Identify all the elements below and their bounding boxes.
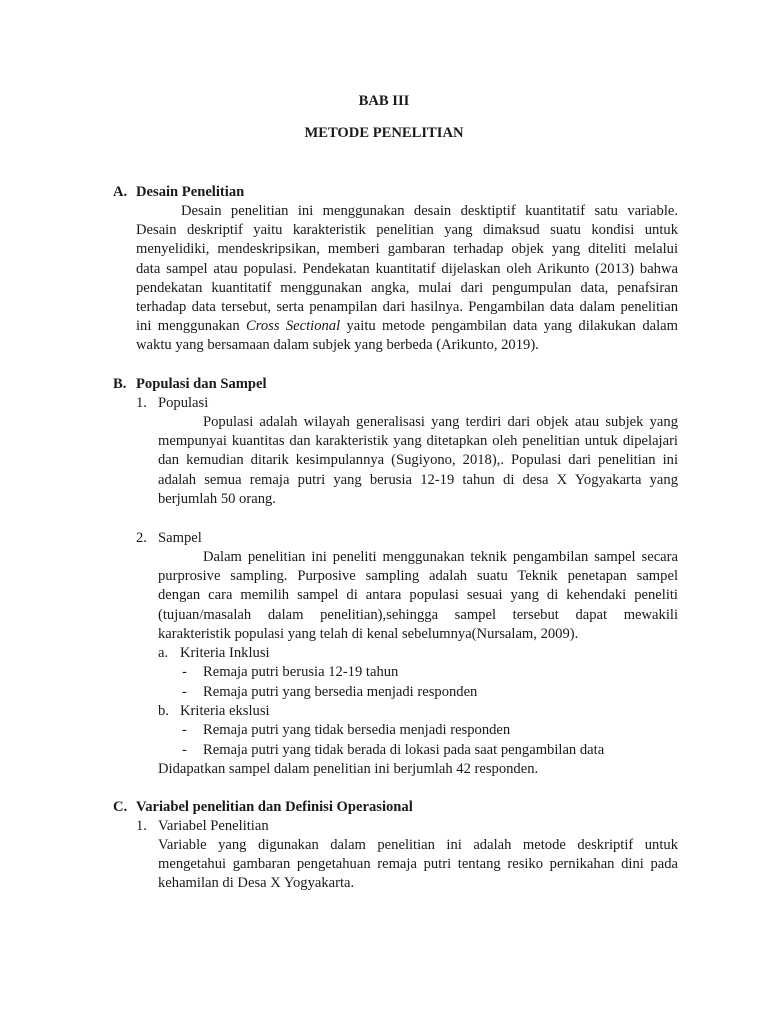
- subsection-title-sampel: Sampel: [158, 530, 202, 546]
- paragraph-line: terhadap data tersebut, serta penampilan dari hasilnya. Pengambilan data dalam penelitian: [136, 298, 678, 315]
- dash-bullet: -: [182, 684, 187, 700]
- dash-bullet: -: [182, 664, 187, 680]
- list-number: 2.: [136, 530, 147, 546]
- paragraph-line: berjumlah 50 orang.: [158, 490, 276, 507]
- subsection-title-variabel: Variabel Penelitian: [158, 818, 269, 834]
- chapter-title: METODE PENELITIAN: [304, 125, 464, 141]
- paragraph-line: purprosive sampling. Purposive sampling adalah suatu Teknik penetapan sampel: [158, 568, 678, 585]
- kriteria-ekslusi-label: Kriteria ekslusi: [180, 703, 270, 719]
- paragraph-line: Desain deskriptif yaitu karakteristik penelitian yang dimaksud suatu kondisi untuk: [136, 222, 678, 239]
- paragraph-line: mempunyai kuantitas dan karakteristik yang ditetapkan oleh penelitian untuk dipelajari: [158, 433, 678, 450]
- paragraph-line: dan kemudian ditarik kesimpulannya (Sugiyono, 2018),. Populasi dari penelitian ini: [158, 452, 678, 469]
- section-a-marker: A.: [113, 184, 128, 200]
- italic-term: Cross Sectional: [245, 318, 341, 335]
- list-item: Remaja putri yang tidak bersedia menjadi responden: [203, 722, 511, 738]
- text-run: yaitu metode pengambilan data yang dilakukan dalam: [340, 318, 678, 335]
- chapter-number: BAB III: [358, 93, 410, 109]
- paragraph-line: mengetahui gambaran pengetahuan remaja putri tentang resiko pernikahan dini pada: [158, 856, 678, 873]
- paragraph-line: kehamilan di Desa X Yogyakarta.: [158, 875, 355, 892]
- list-item: Remaja putri yang bersedia menjadi responden: [203, 684, 478, 700]
- populasi-paragraph: [158, 413, 678, 509]
- text-run: ini menggunakan: [136, 318, 246, 335]
- paragraph-line: (tujuan/masalah dalam penelitian),sehingga sampel tersebut dapat mewakili: [158, 606, 678, 623]
- section-a-heading: Desain Penelitian: [136, 184, 245, 200]
- paragraph-line-italic: [136, 317, 678, 336]
- variabel-paragraph: [158, 836, 678, 894]
- subsection-title-populasi: Populasi: [158, 395, 209, 411]
- paragraph-line: dengan cara memilih sampel di antara populasi sesuai yang di kehendaki peneliti: [158, 587, 678, 604]
- dash-bullet: -: [182, 742, 187, 758]
- paragraph-line: waktu yang bersamaan dalam subjek yang berbeda (Arikunto, 2019).: [136, 337, 539, 354]
- paragraph-line: data sampel atau populasi. Pendekatan kuantitatif dijelaskan oleh Arikunto (2013) bahwa: [136, 260, 678, 277]
- paragraph-line: adalah semua remaja putri yang berusia 12-19 tahun di desa X Yogyakarta yang: [158, 471, 678, 488]
- list-number: 1.: [136, 395, 147, 411]
- section-b-heading: Populasi dan Sampel: [136, 376, 267, 392]
- sample-summary: Didapatkan sampel dalam penelitian ini berjumlah 42 responden.: [158, 761, 539, 777]
- paragraph-line: karakteristik populasi yang telah di kenal sebelumnya(Nursalam, 2009).: [158, 625, 579, 642]
- list-item: Remaja putri yang tidak berada di lokasi pada saat pengambilan data: [203, 742, 605, 758]
- sublist-marker: a.: [158, 645, 169, 661]
- section-c-marker: C.: [113, 799, 128, 815]
- list-item: Remaja putri berusia 12-19 tahun: [203, 664, 399, 680]
- sampel-paragraph: [158, 548, 678, 644]
- dash-bullet: -: [182, 722, 187, 738]
- section-a-paragraph: [136, 202, 678, 356]
- section-c-heading: Variabel penelitian dan Definisi Operasional: [136, 799, 413, 815]
- paragraph-line: Desain penelitian ini menggunakan desain desktiptif kuantitatif satu variable.: [181, 203, 678, 219]
- paragraph-line: Populasi adalah wilayah generalisasi yang terdiri dari objek atau subjek yang: [203, 414, 678, 430]
- section-b-marker: B.: [113, 376, 127, 392]
- paragraph-line: Variable yang digunakan dalam penelitian ini adalah metode deskriptif untuk: [158, 837, 678, 853]
- kriteria-inklusi-label: Kriteria Inklusi: [180, 645, 270, 661]
- paragraph-line: menyelidiki, mendeskripsikan, memberi gambaran terhadap objek yang diteliti melalui: [136, 241, 678, 258]
- paragraph-line: Dalam penelitian ini peneliti menggunakan teknik pengambilan sampel secara: [203, 549, 678, 565]
- sublist-marker: b.: [158, 703, 169, 719]
- paragraph-line: pendekatan kuantitatif menggunakan angka, mulai dari pengumpulan data, penafsiran: [136, 279, 678, 296]
- list-number: 1.: [136, 818, 147, 834]
